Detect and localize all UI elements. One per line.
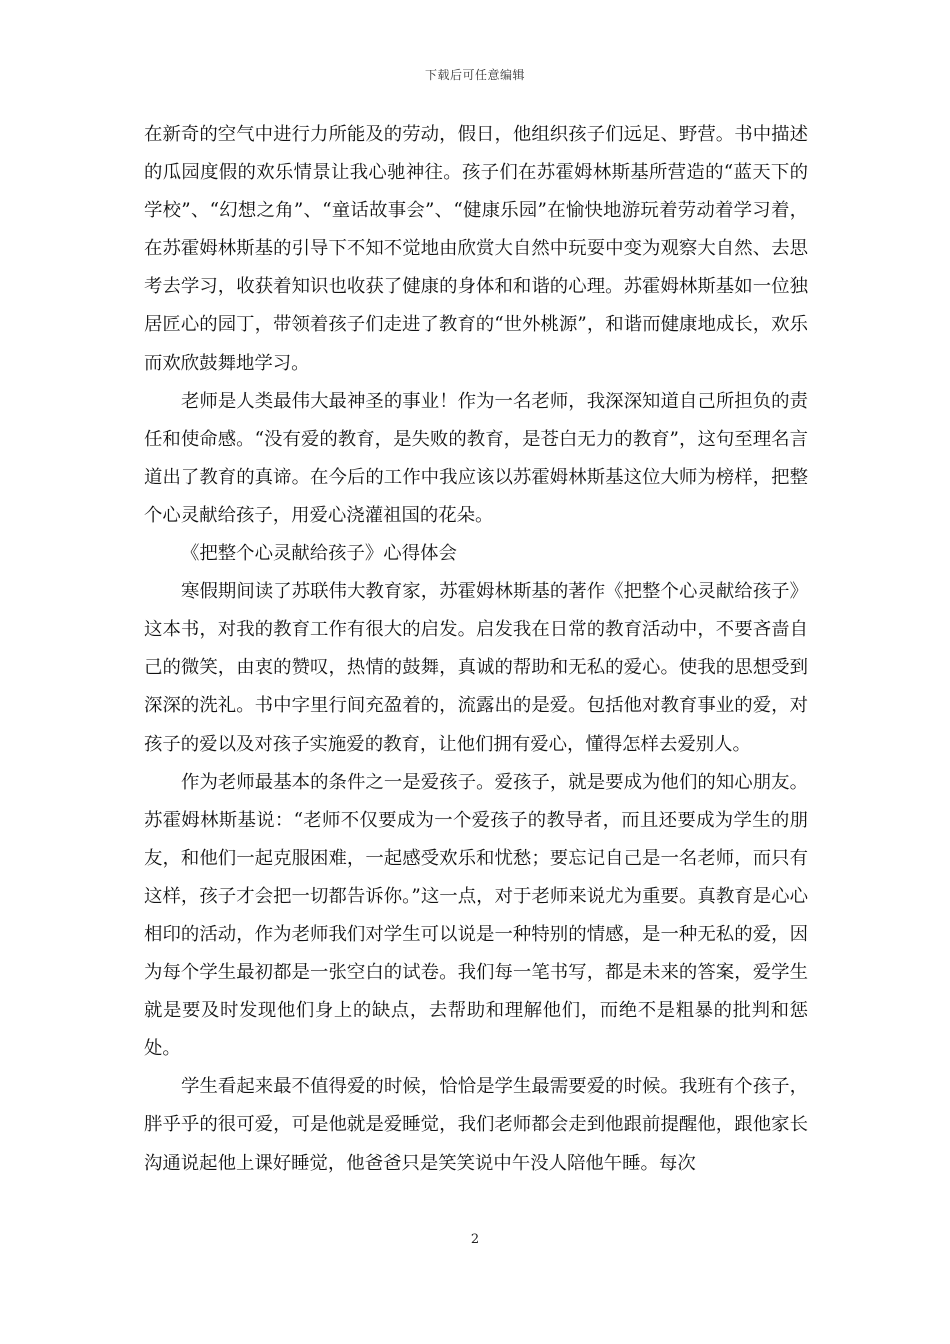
paragraph-student-story: 学生看起来最不值得爱的时候，恰恰是学生最需要爱的时候。我班有个孩子，胖乎乎的很可爱，可是他就是爱睡觉，我们老师都会走到他跟前提醒他，跟他家长沟通说起他上课好睡觉，他爸爸只是笑笑说中午没人陪他午睡。每次: [144, 1076, 808, 1174]
section-title: 《把整个心灵献给孩子》心得体会: [181, 543, 457, 565]
document-body: [144, 116, 808, 1183]
paragraph-winter-reading: 寒假期间读了苏联伟大教育家，苏霍姆林斯基的著作《把整个心灵献给孩子》这本书，对我的教育工作有很大的启发。启发我在日常的教育活动中，不要吝啬自己的微笑，由衷的赞叹，热情的鼓舞，真诚的帮助和无私的爱心。使我的思想受到深深的洗礼。书中字里行间充盈着的，流露出的是爱。包括他对教育事业的爱，对孩子的爱以及对孩子实施爱的教育，让他们拥有爱心，懂得怎样去爱别人。: [144, 581, 808, 755]
page-header: 下载后可任意编辑: [424, 68, 525, 82]
paragraph-love-children: 作为老师最基本的条件之一是爱孩子。爱孩子，就是要成为他们的知心朋友。苏霍姆林斯基说：“老师不仅要成为一个爱孩子的教导者，而且还要成为学生的朋友，和他们一起克服困难，一起感受欢乐和忧愁；要忘记自己是一名老师，而只有这样，孩子才会把一切都告诉你。”这一点，对于老师来说尤为重要。真教育是心心相印的活动，作为老师我们对学生可以说是一种特别的情感，是一种无私的爱，因为每个学生最初都是一张空白的试卷。我们每一笔书写，都是未来的答案，爱学生就是要及时发现他们身上的缺点，去帮助和理解他们，而绝不是粗暴的批判和惩处。: [144, 771, 808, 1060]
page-number: 2: [470, 1232, 480, 1247]
paragraph-teacher-mission: 老师是人类最伟大最神圣的事业！作为一名老师，我深深知道自己所担负的责任和使命感。“没有爱的教育，是失败的教育，是苍白无力的教育”，这句至理名言道出了教育的真谛。在今后的工作中我应该以苏霍姆林斯基这位大师为榜样，把整个心灵献给孩子，用爱心浇灌祖国的花朵。: [144, 390, 808, 526]
paragraph-continuation: 在新奇的空气中进行力所能及的劳动，假日，他组织孩子们远足、野营。书中描述的瓜园度假的欢乐情景让我心驰神往。孩子们在苏霍姆林斯基所营造的“蓝天下的学校”、“幻想之角”、“童话故事会”、“健康乐园”在愉快地游玩着劳动着学习着，在苏霍姆林斯基的引导下不知不觉地由欣赏大自然中玩耍中变为观察大自然、去思考去学习，收获着知识也收获了健康的身体和和谐的心理。苏霍姆林斯基如一位独居匠心的园丁，带领着孩子们走进了教育的“世外桃源”，和谐而健康地成长，欢乐而欢欣鼓舞地学习。: [144, 124, 808, 374]
